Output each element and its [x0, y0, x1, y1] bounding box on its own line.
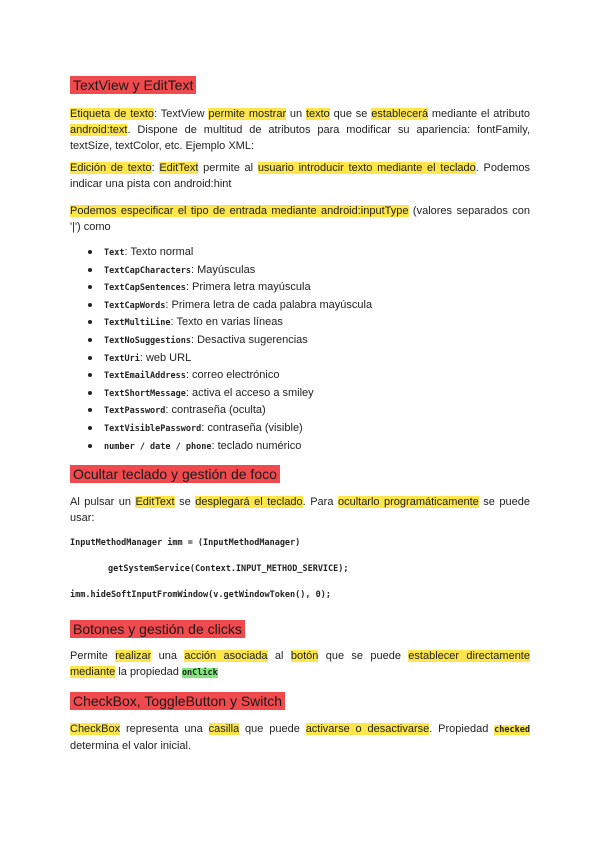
text-run: . Para	[302, 496, 338, 508]
highlighted-text: Podemos especificar el tipo de entrada mediante android:inputType	[70, 205, 409, 217]
input-type-code: TextPassword	[104, 406, 166, 417]
highlighted-text: EditText	[135, 496, 175, 508]
code-line-2: getSystemService(Context.INPUT_METHOD_SERVICE);	[108, 564, 349, 574]
highlighted-text: acción asociada	[184, 650, 268, 662]
list-item	[88, 420, 528, 438]
input-type-description: : correo electrónico	[185, 369, 280, 382]
text-run: una	[151, 650, 185, 662]
text-run: representa una	[120, 723, 209, 735]
text-run: . Dispone de multitud de atributos para modificar su apariencia: fontFamily, textSize, textColor, etc. Ejemplo XML:	[70, 124, 530, 152]
highlighted-text: usuario introducir texto mediante el teclado	[257, 162, 476, 174]
paragraph-botones	[70, 648, 530, 681]
highlighted-text: permite mostrar	[208, 108, 287, 120]
highlighted-text: EditText	[159, 162, 199, 174]
input-type-description: : contraseña (visible)	[201, 421, 303, 434]
input-type-code: Text	[104, 248, 125, 258]
list-item	[88, 332, 528, 350]
input-type-code: number / date / phone	[104, 441, 212, 452]
input-type-code: TextCapCharacters	[104, 265, 191, 276]
bullet-icon	[88, 444, 92, 448]
text-run: que se puede	[318, 650, 409, 662]
highlighted-text: onClick	[181, 668, 218, 678]
input-type-description: : web URL	[139, 351, 192, 364]
text-run: mediante el atributo	[428, 108, 530, 120]
text-run: . Podemos indicar una pista con android:hint	[70, 162, 530, 190]
list-item	[88, 438, 528, 456]
text-run: que puede	[239, 723, 306, 735]
text-run: permite al	[198, 162, 258, 174]
text-run: : TextView	[154, 108, 209, 120]
bullet-icon	[88, 391, 92, 395]
section-heading-teclado: Ocultar teclado y gestión de foco	[70, 465, 280, 483]
input-type-description: : Primera letra de cada palabra mayúscula	[165, 298, 373, 311]
highlighted-text: texto	[305, 108, 330, 120]
text-run: se puede usar:	[70, 496, 530, 524]
list-item	[88, 385, 528, 403]
bullet-icon	[88, 408, 92, 412]
highlighted-text: ocultarlo programáticamente	[337, 496, 479, 508]
text-run: se	[174, 496, 196, 508]
paragraph-checkbox	[70, 721, 530, 754]
input-type-code: TextCapSentences	[104, 283, 186, 294]
text-run: un	[286, 108, 306, 120]
list-item	[88, 297, 528, 315]
input-type-list	[88, 244, 528, 455]
input-type-code: TextEmailAddress	[104, 371, 186, 382]
bullet-icon	[88, 268, 92, 272]
input-type-code: TextShortMessage	[104, 388, 186, 399]
highlighted-text: desplegará el teclado	[195, 496, 303, 508]
input-type-description: : Desactiva sugerencias	[191, 333, 308, 346]
input-type-description: : Texto en varias líneas	[170, 316, 283, 329]
list-item	[88, 402, 528, 420]
list-item	[88, 279, 528, 297]
text-run: al	[267, 650, 291, 662]
section-heading-checkbox: CheckBox, ToggleButton y Switch	[70, 692, 285, 710]
highlighted-text: establecerá	[371, 108, 429, 120]
input-type-description: : Mayúsculas	[191, 263, 256, 276]
highlighted-text: Edición de texto	[70, 162, 152, 174]
input-type-description: : contraseña (oculta)	[165, 404, 266, 417]
text-run: Permite	[70, 650, 116, 662]
list-item	[88, 262, 528, 280]
highlighted-text: CheckBox	[70, 723, 121, 735]
section-heading-textview: TextView y EditText	[70, 76, 196, 94]
bullet-icon	[88, 320, 92, 324]
input-type-code: TextMultiLine	[104, 318, 171, 329]
highlighted-text: activarse o desactivarse	[305, 723, 430, 735]
code-line-3: imm.hideSoftInputFromWindow(v.getWindowToken(), 0);	[70, 590, 331, 600]
bullet-icon	[88, 285, 92, 289]
input-type-code: TextNoSuggestions	[104, 335, 191, 346]
text-run: Al pulsar un	[70, 496, 136, 508]
highlighted-text: checked	[494, 725, 530, 735]
bullet-icon	[88, 338, 92, 342]
input-type-description: : teclado numérico	[211, 439, 302, 452]
highlighted-text: casilla	[208, 723, 240, 735]
text-run: . Propiedad	[429, 723, 495, 735]
paragraph-ocultar	[70, 494, 530, 526]
highlighted-text: establecer directamente mediante	[70, 650, 530, 678]
text-run: determina el valor inicial.	[70, 740, 192, 752]
input-type-description: : Texto normal	[124, 246, 194, 258]
input-type-code: TextCapWords	[104, 300, 166, 311]
highlighted-text: botón	[290, 650, 319, 662]
code-line-1: InputMethodManager imm = (InputMethodManager)	[70, 538, 301, 548]
text-run: que se	[329, 108, 372, 120]
list-item	[88, 244, 528, 262]
text-run: :	[151, 162, 160, 174]
section-heading-botones: Botones y gestión de clicks	[70, 620, 245, 638]
highlighted-text: android:text	[70, 124, 128, 136]
list-item	[88, 350, 528, 368]
input-type-description: : activa el acceso a smiley	[185, 386, 314, 399]
bullet-icon	[88, 303, 92, 307]
list-item	[88, 367, 528, 385]
input-type-code: TextUri	[104, 353, 140, 364]
bullet-icon	[88, 356, 92, 360]
bullet-icon	[88, 373, 92, 377]
highlighted-text: Etiqueta de texto	[70, 108, 155, 120]
paragraph-inputtype	[70, 203, 530, 235]
bullet-icon	[88, 426, 92, 430]
list-item	[88, 314, 528, 332]
input-type-description: : Primera letra mayúscula	[185, 281, 311, 294]
paragraph-etiqueta	[70, 106, 530, 154]
highlighted-text: realizar	[115, 650, 152, 662]
paragraph-edicion	[70, 160, 530, 192]
text-run: la propiedad	[115, 666, 182, 678]
input-type-code: TextVisiblePassword	[104, 423, 202, 434]
bullet-icon	[88, 250, 92, 254]
text-run: (valores separados con '|') como	[70, 205, 530, 233]
